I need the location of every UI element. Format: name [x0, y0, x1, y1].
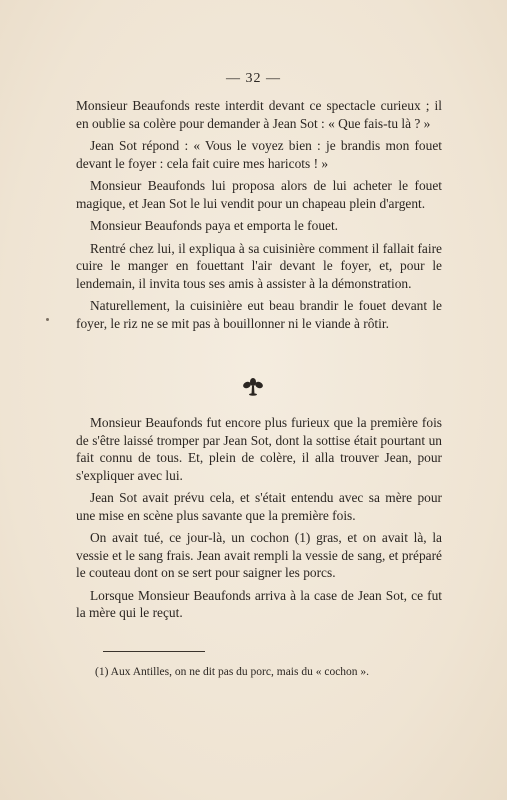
paragraph: Lorsque Monsieur Beaufonds arriva à la case de Jean Sot, ce fut la mère qui le reçut. [76, 587, 442, 620]
page-number: — 32 — [226, 71, 281, 86]
text-block-bottom [76, 414, 442, 627]
paragraph: Jean Sot répond : « Vous le voyez bien : je brandis mon fouet devant le foyer : cela fait cuire mes haricots ! » [76, 138, 442, 171]
footnote-rule [103, 651, 205, 652]
paragraph: Rentré chez lui, il expliqua à sa cuisinière comment il fallait faire cuire le manger en fouettant l'air devant le foyer, et, pour le lendemain, il invita tous ses amis à assister à la démonstration. [76, 240, 442, 291]
paragraph: On avait tué, ce jour-là, un cochon (1) gras, et on avait là, la vessie et le sang frais. Jean avait rempli la vessie de sang, et préparé le couteau dont on se sert pour saigner les porcs. [76, 530, 442, 580]
fleuron-ornament-icon [241, 376, 265, 396]
paragraph: Monsieur Beaufonds reste interdit devant ce spectacle curieux ; il en oublie sa colère pour demander à Jean Sot : « Que fais-tu là ? » [76, 98, 442, 131]
paragraph: Jean Sot avait prévu cela, et s'était entendu avec sa mère pour une mise en scène plus savante que la première fois. [76, 490, 442, 523]
text-block-top [76, 97, 442, 337]
paragraph: Naturellement, la cuisinière eut beau brandir le fouet devant le foyer, le riz ne se mit pas à bouillonner ni le viande à rôtir. [76, 298, 442, 331]
paragraph: Monsieur Beaufonds lui proposa alors de lui acheter le fouet magique, et Jean Sot le lui vendit pour un chapeau plein d'argent. [76, 178, 442, 211]
paper-speck [46, 318, 49, 321]
paragraph: Monsieur Beaufonds fut encore plus furieux que la première fois de s'être laissé tromper par Jean Sot, dont la sottise était pourtant un fait connu de tous. Et, plein de colère, il alla trouver Jean, pour s'expliquer avec lui. [76, 415, 442, 483]
paragraph: Monsieur Beaufonds paya et emporta le fouet. [90, 218, 339, 233]
footnote: (1) Aux Antilles, on ne dit pas du porc, mais du « cochon ». [95, 666, 370, 678]
